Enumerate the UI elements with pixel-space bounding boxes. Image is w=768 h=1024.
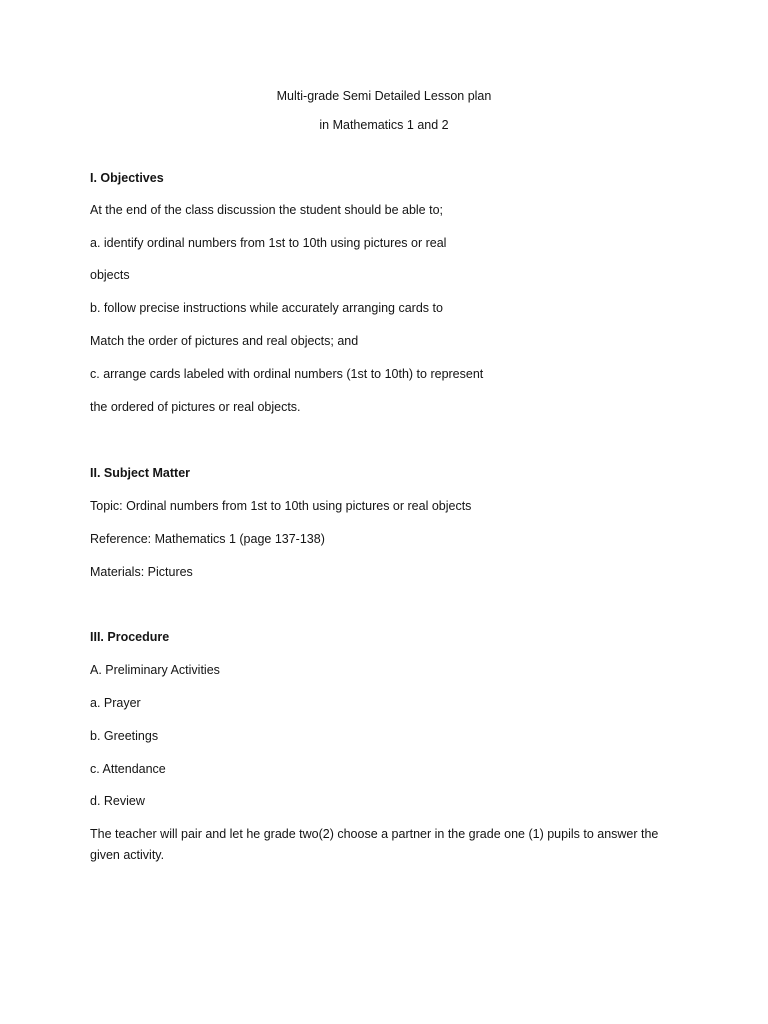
objective-line: c. arrange cards labeled with ordinal numbers (1st to 10th) to represent <box>90 367 484 381</box>
subject-matter-heading: II. Subject Matter <box>90 466 191 480</box>
subject-topic: Topic: Ordinal numbers from 1st to 10th using pictures or real objects <box>90 499 472 513</box>
procedure-item: a. Prayer <box>90 696 141 710</box>
document-title-line-2: in Mathematics 1 and 2 <box>319 118 449 132</box>
objective-line: objects <box>90 268 130 282</box>
document-title-line-1: Multi-grade Semi Detailed Lesson plan <box>276 89 492 103</box>
procedure-item: c. Attendance <box>90 762 166 776</box>
objective-line: a. identify ordinal numbers from 1st to 10th using pictures or real <box>90 236 447 250</box>
procedure-heading: III. Procedure <box>90 630 170 644</box>
objective-line: b. follow precise instructions while accurately arranging cards to <box>90 301 443 315</box>
objectives-heading: I. Objectives <box>90 171 164 185</box>
objective-line: Match the order of pictures and real objects; and <box>90 334 359 348</box>
objective-line: the ordered of pictures or real objects. <box>90 400 301 414</box>
procedure-item: d. Review <box>90 794 145 808</box>
subject-materials: Materials: Pictures <box>90 565 193 579</box>
objectives-intro: At the end of the class discussion the student should be able to; <box>90 203 444 217</box>
procedure-paragraph: The teacher will pair and let he grade two(2) choose a partner in the grade one (1) pupils to answer the given activity. <box>90 827 659 862</box>
procedure-item: b. Greetings <box>90 729 159 743</box>
subject-reference: Reference: Mathematics 1 (page 137-138) <box>90 532 325 546</box>
preliminary-activities: A. Preliminary Activities <box>90 663 220 677</box>
